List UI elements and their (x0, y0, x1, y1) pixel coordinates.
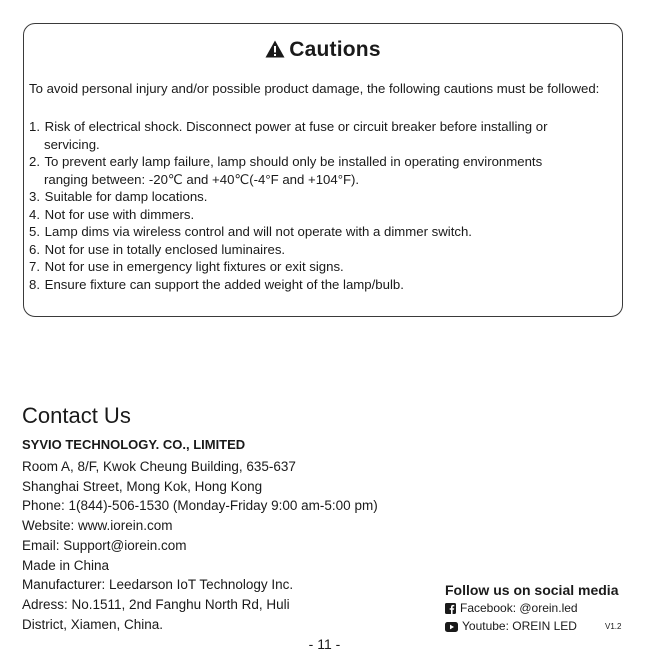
contact-line: Shanghai Street, Mong Kok, Hong Kong (22, 478, 263, 494)
social-title: Follow us on social media (445, 582, 619, 598)
caution-item: 1. Risk of electrical shock. Disconnect power at fuse or circuit breaker before installing or servicing. (29, 119, 548, 152)
contact-line: Made in China (22, 557, 110, 573)
company-name: SYVIO TECHNOLOGY. CO., LIMITED (22, 437, 246, 452)
youtube-handle: Youtube: OREIN LED (462, 619, 577, 633)
contact-details (22, 457, 378, 634)
contact-line: Manufacturer: Leedarson IoT Technology Inc. (22, 577, 294, 593)
cautions-box (23, 23, 623, 317)
cautions-list (29, 118, 619, 293)
contact-title: Contact Us (22, 403, 131, 428)
contact-line: Phone: 1(844)-506-1530 (Monday-Friday 9:00 am-5:00 pm) (22, 498, 378, 514)
youtube-icon (445, 622, 458, 632)
caution-item: 5. Lamp dims via wireless control and will not operate with a dimmer switch. (29, 224, 472, 239)
facebook-icon (445, 603, 456, 614)
contact-line: District, Xiamen, China. (22, 616, 164, 632)
contact-line: Website: www.iorein.com (22, 518, 173, 534)
caution-item: 3. Suitable for damp locations. (29, 189, 208, 204)
facebook-handle: Facebook: @orein.led (460, 601, 578, 615)
contact-line: Email: Support@iorein.com (22, 537, 187, 553)
caution-item: 2. To prevent early lamp failure, lamp should only be installed in operating environments ranging between: -20℃ and +40℃(-4°F and +104°F). (29, 154, 543, 187)
youtube-row (445, 619, 577, 633)
page-number: - 11 - (308, 636, 341, 652)
cautions-title: Cautions (289, 38, 381, 61)
caution-item: 8. Ensure fixture can support the added weight of the lamp/bulb. (29, 276, 404, 292)
contact-line: Adress: No.1511, 2nd Fanghu North Rd, Huli (22, 596, 290, 612)
cautions-intro: To avoid personal injury and/or possible product damage, the following cautions must be followed: (29, 81, 600, 96)
facebook-row (445, 601, 578, 615)
cautions-heading (24, 38, 622, 62)
caution-item: 7. Not for use in emergency light fixtures or exit signs. (29, 259, 344, 274)
caution-item: 6. Not for use in totally enclosed luminaires. (29, 241, 286, 257)
version-label: V1.2 (605, 622, 622, 631)
contact-line: Room A, 8/F, Kwok Cheung Building, 635-637 (22, 459, 296, 474)
caution-item: 4. Not for use with dimmers. (29, 206, 195, 222)
warning-icon (265, 40, 285, 58)
